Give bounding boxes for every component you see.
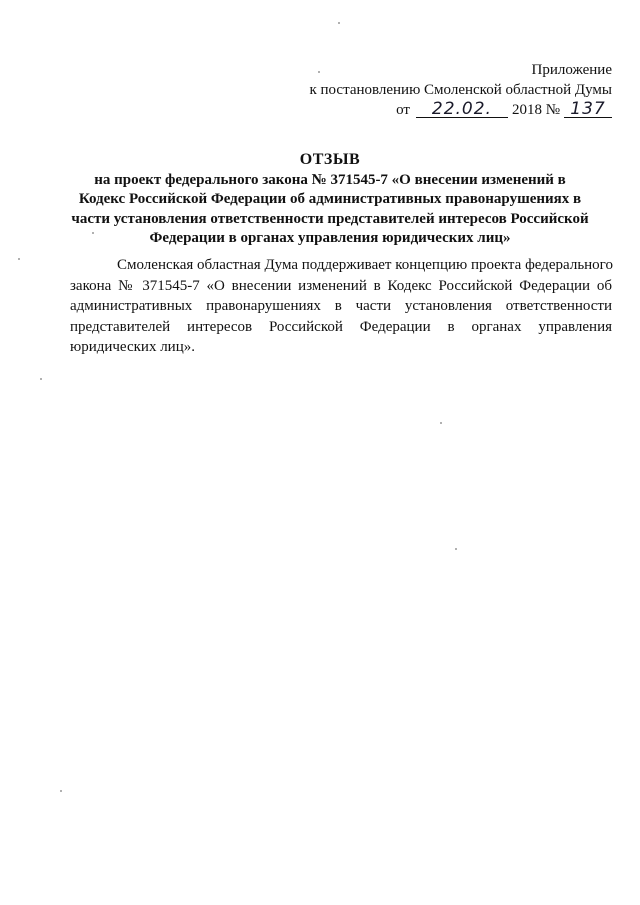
scan-speck bbox=[40, 378, 42, 380]
title-line: Кодекс Российской Федерации об административных правонарушениях в bbox=[78, 191, 582, 207]
appendix-header bbox=[252, 60, 612, 120]
appendix-date-line bbox=[252, 100, 612, 120]
body-line: закона № 371545-7 «О внесении изменений в Кодекс Российской Федерации об bbox=[70, 277, 612, 294]
scan-speck bbox=[338, 22, 340, 24]
handwritten-number: 137 bbox=[564, 101, 612, 118]
title-line: на проект федерального закона № 371545-7 «О внесении изменений в bbox=[94, 171, 566, 188]
title-line: части установления ответственности представителей интересов Российской bbox=[71, 210, 589, 227]
scan-speck bbox=[455, 548, 457, 550]
body-paragraph bbox=[70, 255, 612, 358]
from-label: от bbox=[396, 102, 410, 118]
appendix-label: Приложение bbox=[531, 62, 612, 78]
scan-speck bbox=[440, 422, 442, 424]
scan-speck bbox=[92, 232, 94, 234]
body-line: административных правонарушениях в части установления ответственности bbox=[70, 298, 612, 314]
body-line: представителей интересов Российской Федерации в органах управления bbox=[70, 318, 612, 335]
appendix-resolution-ref: к постановлению Смоленской областной Думы bbox=[309, 82, 612, 98]
document-title bbox=[60, 150, 600, 249]
handwritten-date: 22.02. bbox=[416, 101, 508, 118]
body-line: юридических лиц». bbox=[70, 339, 195, 355]
body-line: Смоленская областная Дума поддерживает концепцию проекта федерального bbox=[117, 257, 613, 273]
title-line: Федерации в органах управления юридических лиц» bbox=[149, 230, 511, 246]
scan-speck bbox=[18, 258, 20, 260]
title-main: ОТЗЫВ bbox=[299, 151, 361, 168]
scan-speck bbox=[60, 790, 62, 792]
scan-speck bbox=[318, 71, 320, 73]
year-number-label: 2018 № bbox=[511, 102, 560, 118]
